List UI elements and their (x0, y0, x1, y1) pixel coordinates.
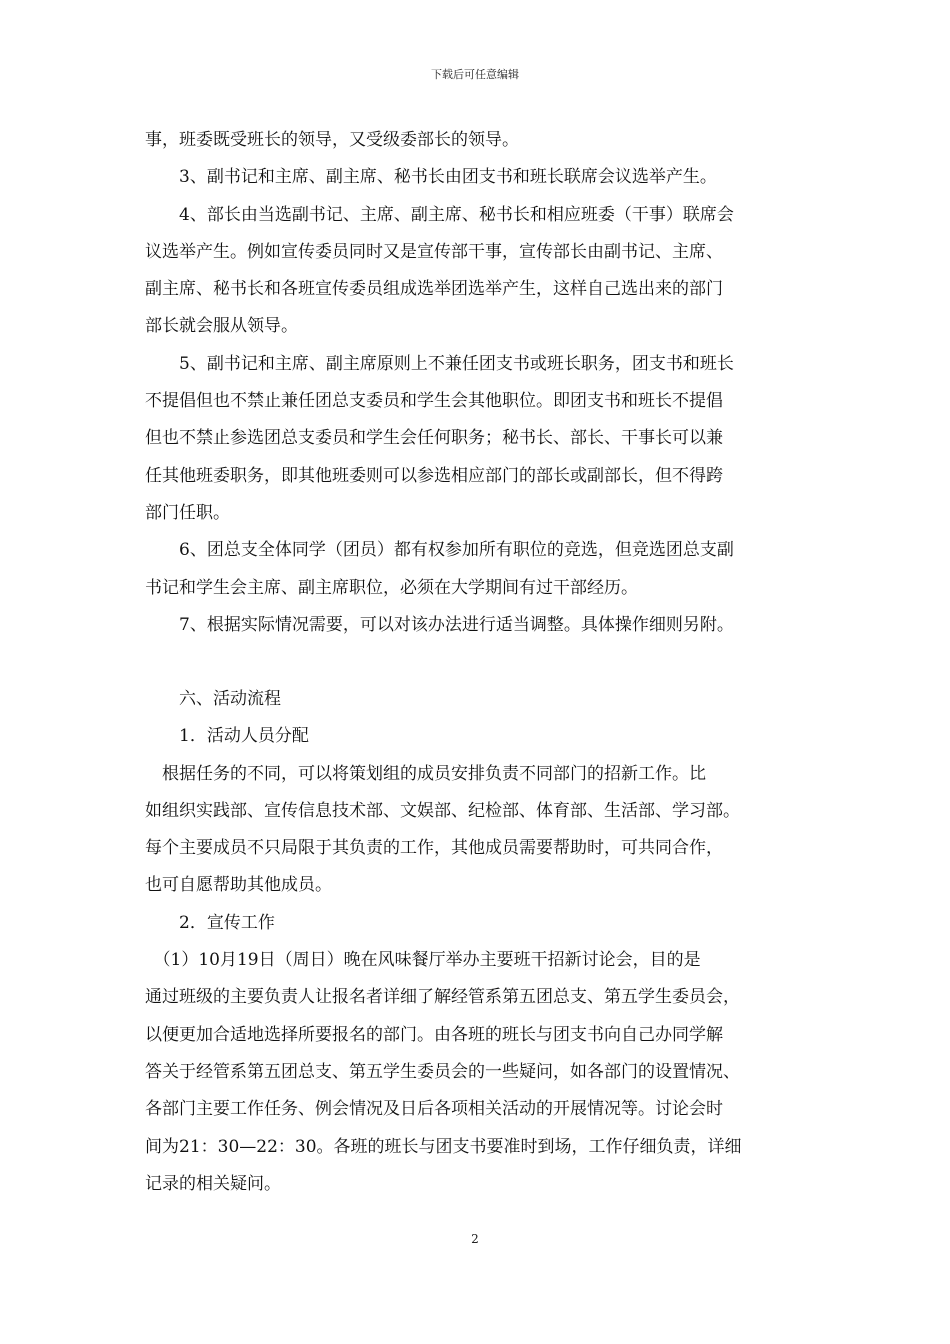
text-line: 不提倡但也不禁止兼任团总支委员和学生会其他职位。即团支书和班长不提倡 (145, 391, 723, 411)
section-heading: 六、活动流程 (145, 689, 281, 709)
text-line: 记录的相关疑问。 (145, 1174, 281, 1194)
text-line: 各部门主要工作任务、例会情况及日后各项相关活动的开展情况等。讨论会时 (145, 1099, 723, 1119)
text-line: 5、副书记和主席、副主席原则上不兼任团支书或班长职务，团支书和班长 (145, 354, 734, 374)
text-line: 副主席、秘书长和各班宣传委员组成选举团选举产生，这样自己选出来的部门 (145, 279, 723, 299)
text-line: 书记和学生会主席、副主席职位，必须在大学期间有过干部经历。 (145, 578, 638, 598)
page-number: 2 (471, 1232, 479, 1246)
text-line: 事，班委既受班长的领导，又受级委部长的领导。 (145, 130, 519, 150)
text-line: 以便更加合适地选择所要报名的部门。由各班的班长与团支书向自己办同学解 (145, 1025, 723, 1045)
subsection-heading: 1．活动人员分配 (145, 726, 309, 746)
text-line: 间为21：30—22：30。各班的班长与团支书要准时到场，工作仔细负责，详细 (145, 1137, 742, 1157)
text-line: 每个主要成员不只局限于其负责的工作，其他成员需要帮助时，可共同合作， (145, 838, 723, 858)
text-line: （1）10月19日（周日）晚在风味餐厅举办主要班干招新讨论会，目的是 (145, 950, 701, 970)
text-line: 7、根据实际情况需要，可以对该办法进行适当调整。具体操作细则另附。 (145, 615, 734, 635)
text-line: 议选举产生。例如宣传委员同时又是宣传部干事，宣传部长由副书记、主席、 (145, 242, 723, 262)
text-line: 也可自愿帮助其他成员。 (145, 875, 332, 895)
subsection-heading: 2．宣传工作 (145, 913, 275, 933)
text-line: 通过班级的主要负责人让报名者详细了解经管系第五团总支、第五学生委员会， (145, 987, 740, 1007)
text-line: 但也不禁止参选团总支委员和学生会任何职务；秘书长、部长、干事长可以兼 (145, 428, 723, 448)
page-header: 下载后可任意编辑 (431, 68, 519, 81)
text-line: 根据任务的不同，可以将策划组的成员安排负责不同部门的招新工作。比 (145, 764, 706, 784)
text-line: 部门任职。 (145, 503, 230, 523)
text-line: 答关于经管系第五团总支、第五学生委员会的一些疑问，如各部门的设置情况、 (145, 1062, 740, 1082)
text-line: 3、副书记和主席、副主席、秘书长由团支书和班长联席会议选举产生。 (145, 167, 717, 187)
text-line: 如组织实践部、宣传信息技术部、文娱部、纪检部、体育部、生活部、学习部。 (145, 801, 740, 821)
text-line: 4、部长由当选副书记、主席、副主席、秘书长和相应班委（干事）联席会 (145, 205, 734, 225)
text-line: 部长就会服从领导。 (145, 316, 298, 336)
text-line: 任其他班委职务，即其他班委则可以参选相应部门的部长或副部长，但不得跨 (145, 466, 723, 486)
text-line: 6、团总支全体同学（团员）都有权参加所有职位的竞选，但竞选团总支副 (145, 540, 734, 560)
